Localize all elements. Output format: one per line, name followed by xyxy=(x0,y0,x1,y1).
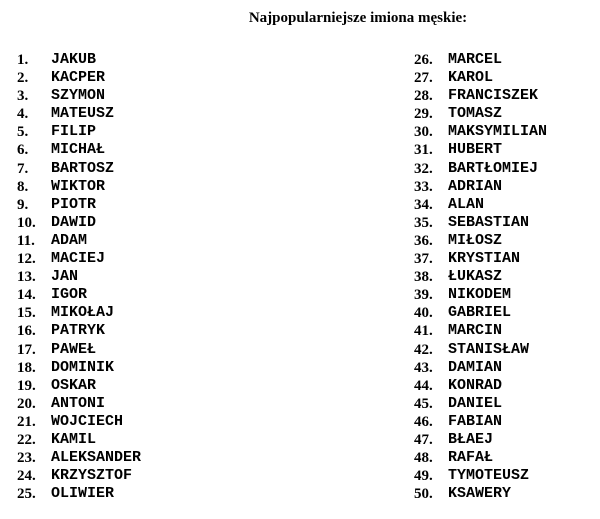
list-item-number: 35. xyxy=(414,214,433,231)
list-item-name: ADRIAN xyxy=(448,177,503,195)
list-item-number: 10. xyxy=(17,214,36,231)
list-item xyxy=(414,214,547,232)
list-item xyxy=(414,286,547,304)
list-item-name: FRANCISZEK xyxy=(448,87,539,105)
list-item-number: 5. xyxy=(17,124,29,141)
list-item-number: 25. xyxy=(17,486,36,503)
list-item xyxy=(17,268,141,286)
list-item xyxy=(414,87,547,105)
list-item-name: KONRAD xyxy=(448,376,503,394)
list-item-number: 36. xyxy=(414,232,433,249)
list-item xyxy=(17,105,141,123)
list-item-name: JAN xyxy=(51,268,79,286)
list-item-number: 11. xyxy=(17,232,35,249)
list-item xyxy=(414,141,547,159)
list-item-name: HUBERT xyxy=(448,141,503,159)
list-item-number: 31. xyxy=(414,142,433,159)
list-item xyxy=(414,359,547,377)
list-item-number: 29. xyxy=(414,106,433,123)
list-item-number: 7. xyxy=(17,160,29,177)
list-item-name: KSAWERY xyxy=(448,485,512,503)
list-item xyxy=(414,250,547,268)
list-item xyxy=(414,69,547,87)
list-item-name: MIKOŁAJ xyxy=(51,304,115,322)
list-item xyxy=(17,196,141,214)
list-item xyxy=(17,449,141,467)
list-item-number: 23. xyxy=(17,450,36,467)
list-item-name: NIKODEM xyxy=(448,286,512,304)
list-item-number: 50. xyxy=(414,486,433,503)
list-item xyxy=(17,322,141,340)
list-item-number: 22. xyxy=(17,431,36,448)
list-item-number: 37. xyxy=(414,251,433,268)
list-item-name: PIOTR xyxy=(51,195,97,213)
list-item-number: 42. xyxy=(414,341,433,358)
list-item xyxy=(17,51,141,69)
list-item-name: MARCEL xyxy=(448,51,503,68)
list-item xyxy=(17,123,141,141)
list-item-name: FABIAN xyxy=(448,412,503,430)
list-item xyxy=(17,286,141,304)
list-item-number: 2. xyxy=(17,70,29,87)
list-item-number: 4. xyxy=(17,106,29,123)
list-item-name: PAWEŁ xyxy=(51,340,97,358)
list-item-number: 48. xyxy=(414,450,433,467)
list-item-number: 24. xyxy=(17,468,36,485)
list-item-name: ŁUKASZ xyxy=(448,268,503,286)
list-item-name: MARCIN xyxy=(448,322,503,340)
list-item-name: STANISŁAW xyxy=(448,340,530,358)
list-item xyxy=(17,232,141,250)
list-item xyxy=(17,87,141,105)
list-item-name: KAMIL xyxy=(51,430,97,448)
list-item-name: TYMOTEUSZ xyxy=(448,467,530,485)
list-item-number: 33. xyxy=(414,178,433,195)
list-item-number: 32. xyxy=(414,160,433,177)
list-item xyxy=(414,322,547,340)
list-item-name: SEBASTIAN xyxy=(448,213,530,231)
list-item-number: 9. xyxy=(17,196,29,213)
names-list-left xyxy=(17,51,141,503)
list-item xyxy=(414,160,547,178)
list-item-number: 19. xyxy=(17,377,36,394)
list-item-name: MIŁOSZ xyxy=(448,231,503,249)
list-item-number: 8. xyxy=(17,178,29,195)
list-item-name: WIKTOR xyxy=(51,177,106,195)
list-item-number: 44. xyxy=(414,377,433,394)
list-item xyxy=(414,232,547,250)
list-item-name: DAWID xyxy=(51,213,97,231)
list-item xyxy=(414,377,547,395)
list-item-name: DOMINIK xyxy=(51,358,115,376)
list-item-number: 49. xyxy=(414,468,433,485)
list-item-name: FILIP xyxy=(51,123,97,141)
list-item xyxy=(414,105,547,123)
list-item-name: MAKSYMILIAN xyxy=(448,123,548,141)
list-item-name: MACIEJ xyxy=(51,250,106,268)
list-item xyxy=(17,69,141,87)
list-item-name: KRYSTIAN xyxy=(448,250,521,268)
list-item-number: 14. xyxy=(17,287,36,304)
list-item-number: 16. xyxy=(17,323,36,340)
list-item xyxy=(414,196,547,214)
list-item xyxy=(414,413,547,431)
list-item-number: 17. xyxy=(17,341,36,358)
list-item-number: 46. xyxy=(414,413,433,430)
list-item-name: ADAM xyxy=(51,231,88,249)
list-item xyxy=(17,395,141,413)
names-list-right xyxy=(414,51,547,503)
list-item-name: MICHAŁ xyxy=(51,141,106,159)
list-item-name: BARTOSZ xyxy=(51,159,115,177)
list-item-name: OLIWIER xyxy=(51,485,115,503)
list-item-name: ALAN xyxy=(448,195,485,213)
list-item xyxy=(17,304,141,322)
list-item-number: 3. xyxy=(17,88,29,105)
list-item-number: 6. xyxy=(17,142,29,159)
list-item xyxy=(414,431,547,449)
list-item-number: 1. xyxy=(17,52,29,68)
list-item-name: JAKUB xyxy=(51,51,97,68)
list-item xyxy=(17,341,141,359)
list-item xyxy=(17,178,141,196)
list-item-number: 30. xyxy=(414,124,433,141)
list-item-number: 43. xyxy=(414,359,433,376)
list-item xyxy=(17,359,141,377)
list-item xyxy=(17,377,141,395)
list-item-name: GABRIEL xyxy=(448,304,512,322)
list-item-name: BARTŁOMIEJ xyxy=(448,159,539,177)
list-item xyxy=(17,431,141,449)
list-item xyxy=(17,141,141,159)
list-item-name: IGOR xyxy=(51,286,88,304)
list-item-number: 40. xyxy=(414,305,433,322)
list-item-name: DANIEL xyxy=(448,394,503,412)
list-item xyxy=(414,449,547,467)
list-item-name: WOJCIECH xyxy=(51,412,124,430)
list-item-name: DAMIAN xyxy=(448,358,503,376)
list-item-name: TOMASZ xyxy=(448,105,503,123)
list-item xyxy=(414,268,547,286)
page-title: Najpopularniejsze imiona męskie: xyxy=(248,10,468,26)
list-item-number: 18. xyxy=(17,359,36,376)
list-item xyxy=(17,413,141,431)
list-item-number: 21. xyxy=(17,413,36,430)
list-item-number: 39. xyxy=(414,287,433,304)
list-item-name: RAFAŁ xyxy=(448,449,494,467)
list-item-name: MATEUSZ xyxy=(51,105,115,123)
list-item-name: KAROL xyxy=(448,69,494,87)
list-item xyxy=(414,395,547,413)
list-item-name: OSKAR xyxy=(51,376,97,394)
list-item xyxy=(414,485,547,503)
list-item-number: 12. xyxy=(17,251,36,268)
list-item xyxy=(414,178,547,196)
list-item-number: 28. xyxy=(414,88,433,105)
list-item-name: PATRYK xyxy=(51,322,106,340)
list-item-number: 47. xyxy=(414,431,433,448)
list-item xyxy=(17,160,141,178)
list-item-number: 34. xyxy=(414,196,433,213)
list-item-name: BŁAEJ xyxy=(448,430,494,448)
list-item-number: 20. xyxy=(17,395,36,412)
list-item xyxy=(414,304,547,322)
list-item-name: KRZYSZTOF xyxy=(51,467,133,485)
list-item-number: 41. xyxy=(414,323,433,340)
list-item-name: KACPER xyxy=(51,69,106,87)
list-item-number: 45. xyxy=(414,395,433,412)
list-item-number: 26. xyxy=(414,52,433,68)
list-item-name: ANTONI xyxy=(51,394,106,412)
list-item xyxy=(414,123,547,141)
list-item xyxy=(17,250,141,268)
list-item-number: 27. xyxy=(414,70,433,87)
list-item-number: 38. xyxy=(414,269,433,286)
list-item xyxy=(414,467,547,485)
list-item-name: ALEKSANDER xyxy=(51,449,142,467)
list-item xyxy=(414,341,547,359)
list-item xyxy=(17,214,141,232)
list-item xyxy=(17,485,141,503)
list-item-number: 15. xyxy=(17,305,36,322)
list-item-name: SZYMON xyxy=(51,87,106,105)
list-item xyxy=(17,467,141,485)
list-item-number: 13. xyxy=(17,269,36,286)
list-item xyxy=(414,51,547,69)
